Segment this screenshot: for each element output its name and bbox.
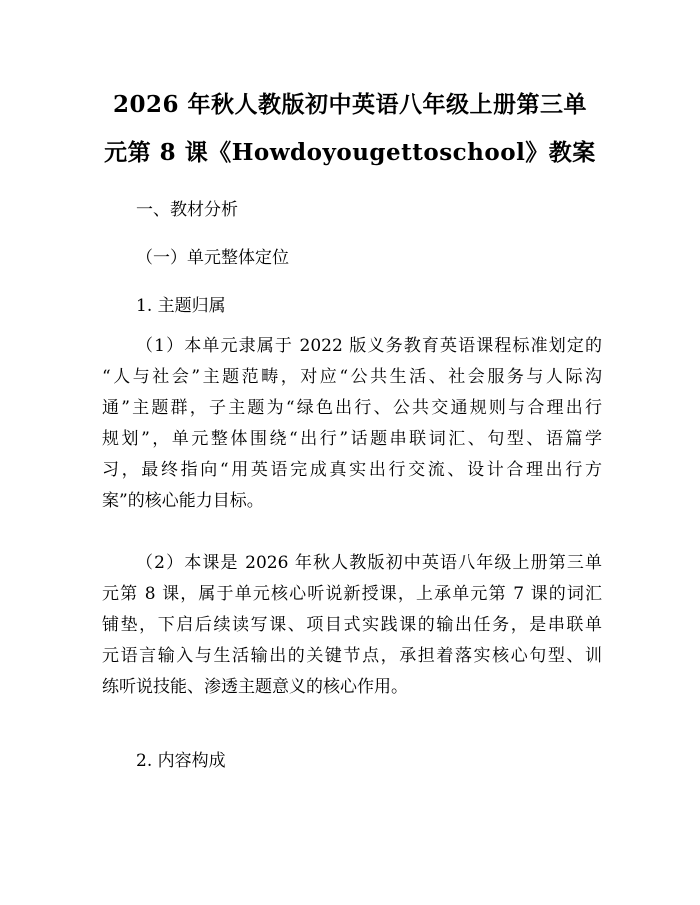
paragraph-line: 案”的核心能力目标。 <box>102 491 264 511</box>
paragraph-line: 习，最终指向“用英语完成真实出行交流、设计合理出行方 <box>102 460 602 480</box>
paragraph-line: “人与社会”主题范畴，对应“公共生活、社会服务与人际沟 <box>102 367 602 387</box>
paragraph-line: （1）本单元隶属于 2022 版义务教育英语课程标准划定的 <box>136 336 602 356</box>
document-title-line-1: 2026 年秋人教版初中英语八年级上册第三单 <box>112 91 588 118</box>
paragraph-line: 元第 8 课，属于单元核心听说新授课，上承单元第 7 课的词汇 <box>102 584 602 604</box>
paragraph-line: 元语言输入与生活输出的关键节点，承担着落实核心句型、训 <box>102 646 602 666</box>
item-heading-content-structure: 2. 内容构成 <box>136 751 226 771</box>
paragraph-line: 规划”，单元整体围绕“出行”话题串联词汇、句型、语篇学 <box>102 429 602 449</box>
section-heading-textbook-analysis: 一、教材分析 <box>136 200 238 220</box>
paragraph-lesson-position <box>102 548 602 703</box>
paragraph-theme-description <box>102 331 602 517</box>
document-title-line-2: 元第 8 课《Howdoyougettoschool》教案 <box>104 139 596 166</box>
item-heading-theme: 1. 主题归属 <box>136 296 226 316</box>
paragraph-line: 通”主题群，子主题为“绿色出行、公共交通规则与合理出行 <box>102 398 602 418</box>
paragraph-line: 练听说技能、渗透主题意义的核心作用。 <box>102 677 408 697</box>
paragraph-line: （2）本课是 2026 年秋人教版初中英语八年级上册第三单 <box>136 553 602 573</box>
paragraph-line: 铺垫，下启后续读写课、项目式实践课的输出任务，是串联单 <box>102 615 602 635</box>
subsection-heading-unit-positioning: （一）单元整体定位 <box>136 248 289 268</box>
